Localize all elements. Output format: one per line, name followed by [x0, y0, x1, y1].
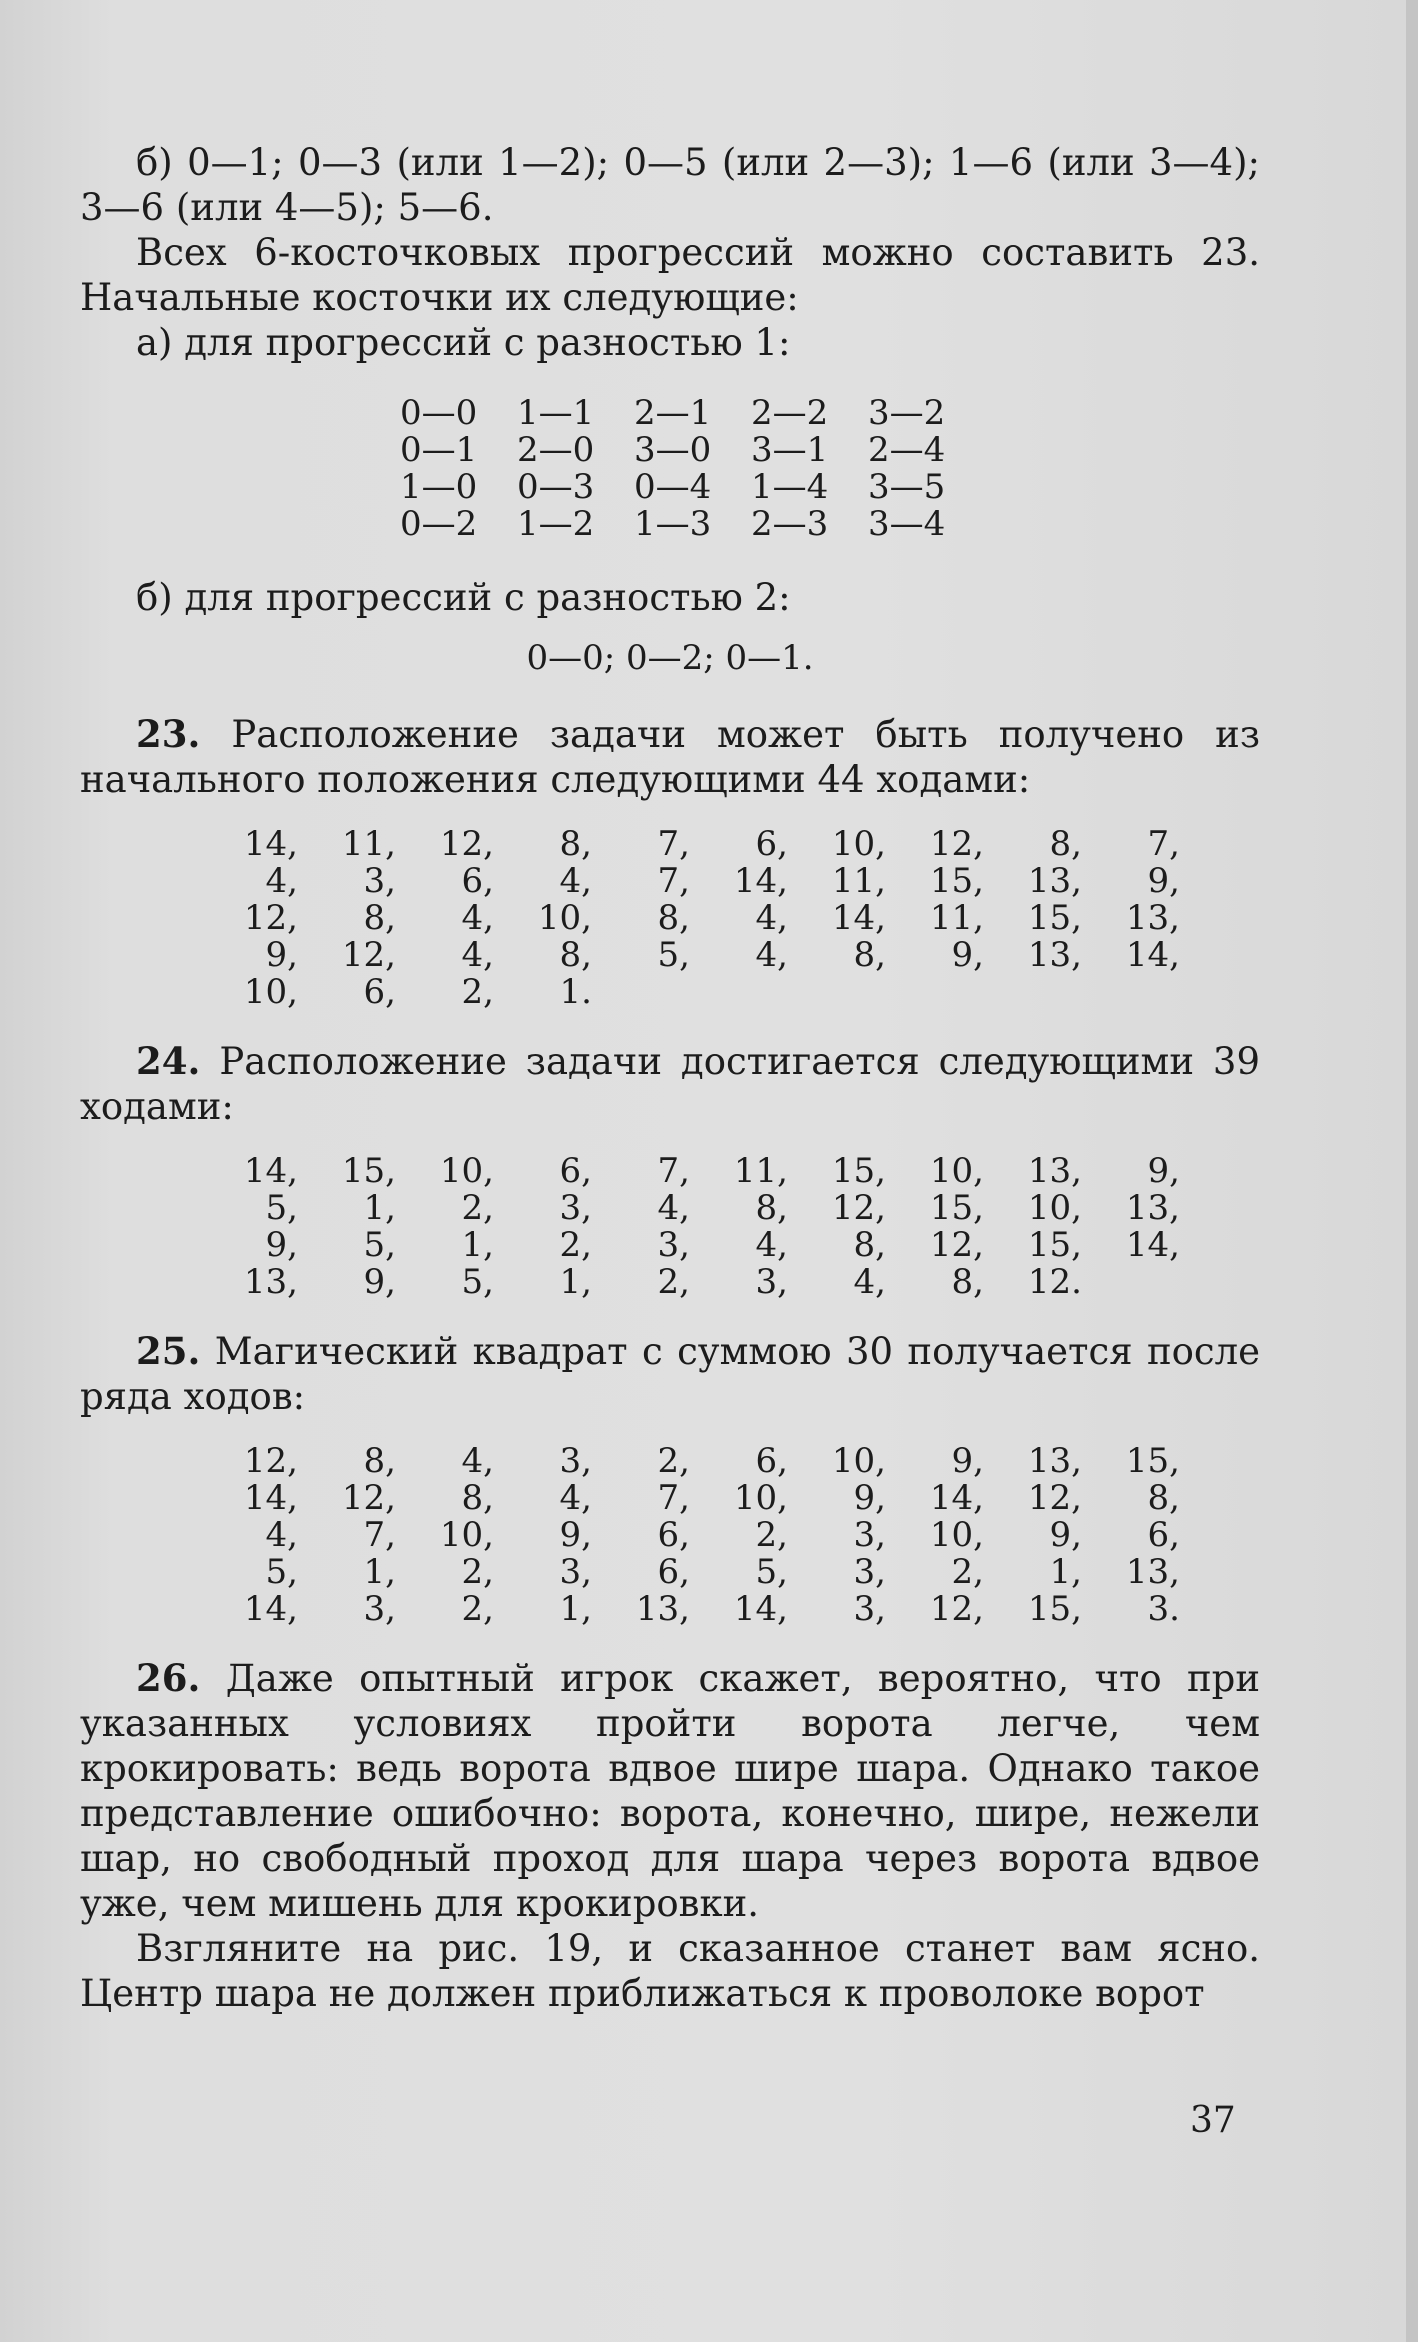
move-number: 14,: [733, 861, 788, 901]
move-number: 4,: [755, 898, 788, 938]
move-number: 8,: [1147, 1478, 1180, 1518]
move-number: 4,: [853, 1262, 886, 1302]
move-number: 6,: [363, 972, 396, 1012]
move-number: 15,: [1027, 1225, 1082, 1265]
move-number: 12,: [243, 1441, 298, 1481]
move-number: 6,: [657, 1552, 690, 1592]
problem-26-text: [80, 1656, 1260, 1926]
move-number: 10,: [243, 972, 298, 1012]
move-number: 13,: [1125, 1552, 1180, 1592]
move-number: 12.: [1027, 1262, 1082, 1302]
move-number: 3,: [559, 1552, 592, 1592]
problem-number: 24.: [136, 1039, 201, 1083]
move-number: 10,: [537, 898, 592, 938]
move-number: 12,: [929, 1225, 984, 1265]
move-number: 8,: [755, 1188, 788, 1228]
move-number: 2,: [461, 1552, 494, 1592]
move-number: 10,: [831, 824, 886, 864]
move-number: 7,: [657, 861, 690, 901]
move-number: 7,: [657, 1478, 690, 1518]
move-number: 11,: [831, 861, 886, 901]
move-number: 3,: [853, 1589, 886, 1629]
move-number: 1,: [559, 1589, 592, 1629]
move-number: 2,: [461, 1188, 494, 1228]
move-number: 8,: [559, 824, 592, 864]
move-number: 13,: [243, 1262, 298, 1302]
move-number: 2,: [461, 1589, 494, 1629]
page-edge: [1406, 0, 1418, 2342]
problem-body: Расположение задачи достигается следующими 39 ходами:: [80, 1040, 1261, 1128]
move-number: 1,: [363, 1188, 396, 1228]
domino-tile: 1—4: [751, 467, 829, 507]
problem-body: Даже опытный игрок скажет, вероятно, что при указанных условиях пройти ворота легче, чем крокировать: ведь ворота вдвое шире шара. Однако такое представление ошибочно: ворота, конечно, шире, нежели шар, но свободный проход для шара через ворота вдвое уже, чем мишень для крокировки.: [80, 1657, 1260, 1925]
move-number: 9,: [1049, 1515, 1082, 1555]
move-number: 11,: [929, 898, 984, 938]
move-number: 9,: [1147, 1151, 1180, 1191]
move-number: 8,: [853, 935, 886, 975]
problem-body: Расположение задачи может быть получено из начального положения следующими 44 ходами:: [80, 713, 1261, 801]
domino-tile: 0—3: [517, 467, 595, 507]
move-number: 4,: [265, 1515, 298, 1555]
move-number: 1,: [559, 1262, 592, 1302]
move-number: 8,: [559, 935, 592, 975]
move-number: 2,: [657, 1441, 690, 1481]
move-number: 2,: [559, 1225, 592, 1265]
move-number: 5,: [265, 1552, 298, 1592]
closing-paragraph: Взгляните на рис. 19, и сказанное станет вам ясно. Центр шара не должен приближаться к проволоке ворот: [80, 1927, 1260, 2015]
move-number: 9,: [265, 1225, 298, 1265]
domino-tile: 3—4: [868, 504, 946, 544]
list-b-label: б) для прогрессий с разностью 2:: [136, 576, 791, 619]
move-number: 14,: [243, 1589, 298, 1629]
problem-number: 23.: [136, 712, 201, 756]
move-number: 3,: [853, 1552, 886, 1592]
problem-24-text: [80, 1039, 1260, 1129]
move-number: 7,: [363, 1515, 396, 1555]
domino-tile: 2—4: [868, 430, 946, 470]
move-number: 10,: [929, 1515, 984, 1555]
moves-table-24: [200, 1153, 1260, 1301]
move-number: 15,: [1027, 898, 1082, 938]
move-number: 12,: [929, 824, 984, 864]
move-number: 3,: [363, 861, 396, 901]
move-number: 2,: [461, 972, 494, 1012]
move-number: 2,: [657, 1262, 690, 1302]
move-number: 12,: [831, 1188, 886, 1228]
move-number: 9,: [1147, 861, 1180, 901]
move-number: 4,: [461, 898, 494, 938]
move-number: 6,: [657, 1515, 690, 1555]
domino-tile: 2—2: [751, 393, 829, 433]
domino-tile: 0—4: [634, 467, 712, 507]
move-number: 15,: [1125, 1441, 1180, 1481]
move-number: 3,: [657, 1225, 690, 1265]
move-number: 5,: [363, 1225, 396, 1265]
move-number: 4,: [461, 1441, 494, 1481]
move-number: 11,: [733, 1151, 788, 1191]
domino-tile: 0—0: [400, 393, 478, 433]
move-number: 12,: [341, 1478, 396, 1518]
move-number: 5,: [265, 1188, 298, 1228]
move-number: 9,: [951, 935, 984, 975]
move-number: 12,: [929, 1589, 984, 1629]
move-number: 10,: [439, 1515, 494, 1555]
move-number: 9,: [559, 1515, 592, 1555]
move-number: 8,: [951, 1262, 984, 1302]
move-number: 7,: [1147, 824, 1180, 864]
move-number: 6,: [1147, 1515, 1180, 1555]
move-number: 14,: [243, 824, 298, 864]
list-a-label: а) для прогрессий с разностью 1:: [136, 321, 791, 364]
move-number: 13,: [1125, 898, 1180, 938]
page-number: 37: [1190, 2100, 1236, 2141]
domino-tile: 0—1: [400, 430, 478, 470]
move-number: 8,: [853, 1225, 886, 1265]
domino-tile: 1—0: [400, 467, 478, 507]
move-number: 12,: [439, 824, 494, 864]
move-number: 8,: [363, 898, 396, 938]
move-number: 1,: [363, 1552, 396, 1592]
move-number: 15,: [1027, 1589, 1082, 1629]
move-number: 1,: [461, 1225, 494, 1265]
move-number: 13,: [1125, 1188, 1180, 1228]
move-number: 2,: [951, 1552, 984, 1592]
move-number: 6,: [755, 824, 788, 864]
move-number: 15,: [341, 1151, 396, 1191]
move-number: 15,: [929, 861, 984, 901]
domino-tile: 3—2: [868, 393, 946, 433]
domino-tile: 1—2: [517, 504, 595, 544]
move-number: 6,: [559, 1151, 592, 1191]
move-number: 10,: [733, 1478, 788, 1518]
problem-number: 25.: [136, 1329, 201, 1373]
move-number: 4,: [755, 935, 788, 975]
move-number: 10,: [831, 1441, 886, 1481]
moves-table-23: [200, 826, 1260, 1011]
move-number: 14,: [733, 1589, 788, 1629]
move-number: 14,: [929, 1478, 984, 1518]
domino-tile: 3—5: [868, 467, 946, 507]
move-number: 5,: [461, 1262, 494, 1302]
move-number: 1,: [1049, 1552, 1082, 1592]
move-number: 5,: [657, 935, 690, 975]
move-number: 14,: [831, 898, 886, 938]
move-number: 12,: [243, 898, 298, 938]
move-number: 13,: [1027, 1441, 1082, 1481]
move-number: 3,: [559, 1188, 592, 1228]
move-number: 8,: [461, 1478, 494, 1518]
domino-tile: 0—2: [400, 504, 478, 544]
move-number: 8,: [657, 898, 690, 938]
move-number: 5,: [755, 1552, 788, 1592]
move-number: 14,: [243, 1151, 298, 1191]
move-number: 3,: [755, 1262, 788, 1302]
problem-23-text: [80, 712, 1260, 802]
move-number: 15,: [929, 1188, 984, 1228]
problem-body: Магический квадрат с суммою 30 получается после ряда ходов:: [80, 1330, 1260, 1418]
problem-number: 26.: [136, 1656, 201, 1700]
move-number: 4,: [461, 935, 494, 975]
move-number: 13,: [635, 1589, 690, 1629]
domino-tile: 3—0: [634, 430, 712, 470]
move-number: 14,: [243, 1478, 298, 1518]
domino-tile: 2—0: [517, 430, 595, 470]
move-number: 4,: [755, 1225, 788, 1265]
domino-tile: 3—1: [751, 430, 829, 470]
move-number: 4,: [265, 861, 298, 901]
move-number: 3,: [363, 1589, 396, 1629]
move-number: 14,: [1125, 1225, 1180, 1265]
move-number: 7,: [657, 824, 690, 864]
move-number: 9,: [265, 935, 298, 975]
move-number: 6,: [461, 861, 494, 901]
move-number: 13,: [1027, 1151, 1082, 1191]
domino-table-a: [400, 395, 1260, 543]
progressions-summary: Всех 6-косточковых прогрессий можно составить 23. Начальные косточки их следующие:: [80, 231, 1260, 319]
move-number: 15,: [831, 1151, 886, 1191]
move-number: 8,: [363, 1441, 396, 1481]
move-number: 12,: [341, 935, 396, 975]
move-number: 6,: [755, 1441, 788, 1481]
move-number: 3.: [1147, 1589, 1180, 1629]
move-number: 10,: [439, 1151, 494, 1191]
move-number: 4,: [657, 1188, 690, 1228]
move-number: 14,: [1125, 935, 1180, 975]
move-number: 12,: [1027, 1478, 1082, 1518]
move-number: 13,: [1027, 935, 1082, 975]
domino-tile: 1—3: [634, 504, 712, 544]
answer-line-b: б) 0—1; 0—3 (или 1—2); 0—5 (или 2—3); 1—6 (или 3—4); 3—6 (или 4—5); 5—6.: [80, 141, 1260, 229]
move-number: 11,: [341, 824, 396, 864]
move-number: 2,: [755, 1515, 788, 1555]
move-number: 10,: [929, 1151, 984, 1191]
page-text: [80, 140, 1260, 2016]
move-number: 3,: [853, 1515, 886, 1555]
domino-list-b: 0—0; 0—2; 0—1.: [526, 638, 814, 678]
domino-tile: 2—1: [634, 393, 712, 433]
move-number: 8,: [1049, 824, 1082, 864]
move-number: 1.: [559, 972, 592, 1012]
domino-tile: 1—1: [517, 393, 595, 433]
move-number: 3,: [559, 1441, 592, 1481]
move-number: 7,: [657, 1151, 690, 1191]
domino-tile: 2—3: [751, 504, 829, 544]
move-number: 9,: [363, 1262, 396, 1302]
problem-25-text: [80, 1329, 1260, 1419]
move-number: 4,: [559, 861, 592, 901]
moves-table-25: [200, 1443, 1260, 1628]
move-number: 9,: [951, 1441, 984, 1481]
move-number: 9,: [853, 1478, 886, 1518]
move-number: 13,: [1027, 861, 1082, 901]
move-number: 10,: [1027, 1188, 1082, 1228]
move-number: 4,: [559, 1478, 592, 1518]
